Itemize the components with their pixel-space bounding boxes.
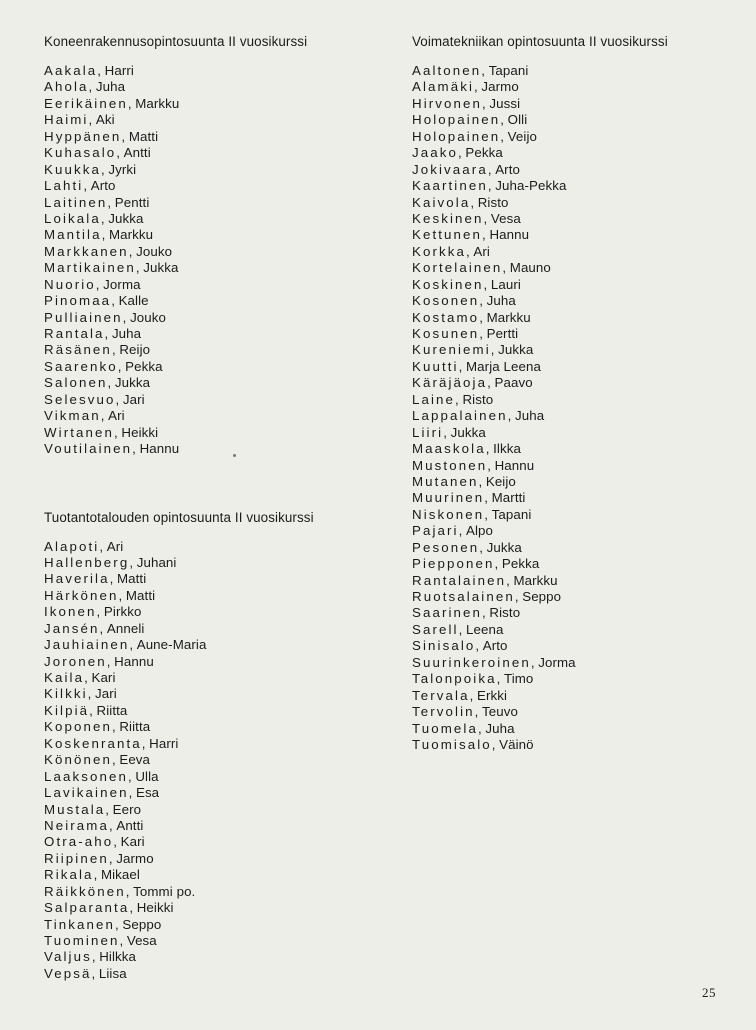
student-surname: Maaskola — [412, 441, 486, 457]
student-surname: Holopainen — [412, 112, 501, 128]
student-given-name: Markku — [135, 95, 180, 111]
student-given-name: Kari — [91, 670, 116, 685]
student-entry: Mutanen, Keijo — [412, 473, 516, 489]
student-given-name: Pekka — [501, 556, 540, 572]
student-surname: Räikkönen — [44, 883, 126, 899]
student-given-name: Kari — [120, 834, 145, 850]
student-surname: Martikainen — [44, 260, 136, 276]
student-entry: Mantila, Markku — [44, 227, 154, 243]
student-given-name: Marja Leena — [466, 358, 542, 374]
student-given-name: Jari — [95, 686, 117, 702]
student-surname: Vepsä — [44, 965, 92, 981]
student-surname: Kortelainen — [412, 260, 503, 276]
student-given-name: Pekka — [465, 145, 503, 161]
student-given-name: Timo — [503, 671, 534, 687]
student-given-name: Vesa — [490, 210, 521, 226]
student-surname: Pulliainen — [44, 309, 123, 325]
section-tuotantotalous — [44, 510, 374, 983]
student-surname: Aakala — [44, 63, 98, 78]
student-given-name: Jukka — [450, 424, 486, 440]
student-entry: Tuomisalo, Väinö — [412, 736, 534, 752]
student-entry: Jokivaara, Arto — [412, 161, 520, 177]
student-surname: Selesvuo — [44, 391, 116, 407]
student-entry: Pesonen, Jukka — [412, 539, 522, 555]
student-entry: Ahola, Juha — [44, 79, 126, 95]
student-given-name: Tapani — [491, 506, 532, 522]
student-surname: Hyppänen — [44, 128, 122, 144]
student-surname: Riipinen — [44, 850, 109, 866]
student-given-name: Jussi — [489, 95, 521, 111]
student-given-name: Antti — [116, 817, 144, 833]
student-given-name: Juha — [514, 408, 545, 424]
student-entry: Haimi, Aki — [44, 112, 115, 128]
student-entry: Niskonen, Tapani — [412, 506, 532, 522]
student-entry: Vepsä, Liisa — [44, 965, 127, 981]
student-surname: Pajari — [412, 523, 459, 539]
student-given-name: Lauri — [490, 276, 521, 292]
student-entry: Lavikainen, Esa — [44, 785, 160, 801]
student-entry: Holopainen, Olli — [412, 112, 528, 128]
student-given-name: Aki — [95, 112, 115, 128]
student-given-name: Hannu — [489, 227, 530, 243]
student-entry: Koskenranta, Harri — [44, 735, 179, 751]
student-given-name: Esa — [135, 785, 160, 801]
student-entry: Talonpoika, Timo — [412, 671, 534, 687]
student-surname: Salonen — [44, 375, 108, 391]
student-surname: Tervala — [412, 687, 470, 703]
student-entry: Rikala, Mikael — [44, 867, 140, 883]
student-entry: Rantalainen, Markku — [412, 572, 558, 588]
student-surname: Jansén — [44, 620, 100, 636]
student-surname: Hallenberg — [44, 554, 130, 570]
student-given-name: Arto — [482, 638, 508, 654]
student-given-name: Anneli — [106, 620, 145, 636]
student-surname: Jauhiainen — [44, 637, 130, 653]
student-given-name: Juha — [486, 293, 516, 309]
student-surname: Joronen — [44, 653, 107, 669]
student-surname: Mantila — [44, 227, 102, 243]
section-heading: Koneenrakennusopintosuunta II vuosikurssi — [44, 34, 308, 49]
student-entry: Keskinen, Vesa — [412, 210, 521, 226]
student-entry: Salonen, Jukka — [44, 375, 151, 391]
student-surname: Koskenranta — [44, 735, 142, 751]
student-given-name: Mikael — [100, 867, 140, 883]
student-entry: Hallenberg, Juhani — [44, 554, 177, 570]
student-given-name: Pekka — [125, 358, 163, 374]
student-surname: Pesonen — [412, 539, 480, 555]
student-given-name: Erkki — [476, 687, 508, 703]
student-given-name: Jari — [122, 391, 145, 407]
student-given-name: Mauno — [509, 260, 551, 276]
student-entry: Loikala, Jukka — [44, 210, 144, 226]
student-given-name: Juha-Pekka — [495, 178, 567, 194]
student-surname: Laine — [412, 391, 456, 407]
student-given-name: Paavo — [494, 375, 533, 391]
page-number: 25 — [702, 985, 716, 1000]
student-surname: Markkanen — [44, 243, 129, 259]
student-given-name: Veijo — [507, 128, 538, 144]
student-surname: Kuukka — [44, 161, 101, 177]
student-given-name: Ari — [106, 538, 124, 554]
student-given-name: Risto — [477, 194, 509, 210]
student-entry: Jauhiainen, Aune-Maria — [44, 637, 207, 653]
student-given-name: Ilkka — [493, 441, 521, 457]
student-entry: Kortelainen, Mauno — [412, 260, 551, 276]
student-given-name: Jyrki — [108, 161, 137, 177]
student-surname: Niskonen — [412, 506, 485, 522]
student-given-name: Jorma — [538, 654, 576, 670]
student-surname: Rikala — [44, 867, 94, 883]
student-given-name: Jukka — [114, 375, 151, 391]
student-entry: Neirama, Antti — [44, 817, 144, 833]
student-entry: Otra-aho, Kari — [44, 834, 145, 850]
student-entry: Kilkki, Jari — [44, 686, 117, 702]
student-entry: Jansén, Anneli — [44, 620, 145, 636]
student-surname: Ahola — [44, 79, 89, 95]
student-surname: Ruotsalainen — [412, 589, 515, 604]
student-entry: Aaltonen, Tapani — [412, 63, 529, 78]
student-surname: Tervolin — [412, 704, 475, 720]
student-surname: Otra-aho — [44, 834, 114, 850]
student-entry: Voutilainen, Hannu — [44, 441, 180, 457]
student-entry: Suurinkeroinen, Jorma — [412, 654, 576, 670]
student-given-name: Hannu — [114, 653, 154, 669]
student-surname: Loikala — [44, 210, 101, 226]
student-entry: Nuorio, Jorma — [44, 276, 141, 292]
student-given-name: Markku — [108, 227, 154, 243]
student-given-name: Hilkka — [99, 949, 137, 965]
student-given-name: Jukka — [108, 210, 144, 226]
student-given-name: Ulla — [135, 768, 159, 784]
student-surname: Käräjäoja — [412, 375, 488, 391]
student-given-name: Jarmo — [481, 79, 519, 95]
right-column — [412, 34, 742, 753]
student-surname: Kosonen — [412, 293, 480, 309]
student-surname: Suurinkeroinen — [412, 654, 531, 670]
student-surname: Koskinen — [412, 276, 484, 292]
student-entry: Koskinen, Lauri — [412, 276, 521, 292]
student-entry: Sinisalo, Arto — [412, 638, 508, 654]
student-entry: Tervala, Erkki — [412, 687, 508, 703]
student-given-name: Eero — [112, 801, 142, 817]
student-entry: Liiri, Jukka — [412, 424, 486, 440]
student-given-name: Aune-Maria — [136, 637, 207, 653]
student-entry: Kaivola, Risto — [412, 194, 509, 210]
student-entry: Sarell, Leena — [412, 621, 504, 637]
student-given-name: Eeva — [119, 752, 151, 768]
student-given-name: Teuvo — [482, 704, 518, 720]
student-entry: Koponen, Riitta — [44, 719, 151, 735]
student-entry: Räsänen, Reijo — [44, 342, 151, 358]
student-surname: Laitinen — [44, 194, 108, 210]
student-surname: Tuomela — [412, 720, 478, 736]
student-surname: Neirama — [44, 817, 109, 833]
student-surname: Holopainen — [412, 128, 501, 144]
student-entry: Mustonen, Hannu — [412, 457, 535, 473]
student-given-name: Antti — [123, 145, 151, 161]
student-given-name: Vesa — [126, 933, 157, 948]
student-given-name: Heikki — [136, 900, 174, 916]
student-given-name: Pirkko — [103, 604, 142, 620]
student-surname: Härkönen — [44, 587, 119, 603]
student-entry: Piepponen, Pekka — [412, 556, 540, 572]
student-entry: Jaako, Pekka — [412, 145, 503, 161]
section-heading: Voimatekniikan opintosuunta II vuosikurssi — [412, 34, 668, 49]
student-surname: Saarinen — [412, 605, 483, 621]
student-surname: Saarenko — [44, 358, 118, 374]
student-entry: Salparanta, Heikki — [44, 900, 174, 916]
student-entry: Pinomaa, Kalle — [44, 293, 149, 309]
student-given-name: Tapani — [488, 63, 529, 78]
print-speck — [233, 454, 236, 457]
student-surname: Nuorio — [44, 276, 96, 292]
student-surname: Kuutti — [412, 358, 459, 374]
student-surname: Kuhasalo — [44, 145, 117, 161]
student-surname: Pinomaa — [44, 293, 112, 309]
student-entry: Käräjäoja, Paavo — [412, 375, 533, 391]
student-entry: Selesvuo, Jari — [44, 391, 145, 407]
student-entry: Maaskola, Ilkka — [412, 441, 521, 457]
student-surname: Laaksonen — [44, 768, 128, 784]
student-entry: Laine, Risto — [412, 391, 494, 407]
student-given-name: Hannu — [139, 441, 180, 457]
student-entry: Kettunen, Hannu — [412, 227, 530, 243]
student-surname: Mustonen — [412, 457, 488, 473]
student-entry: Räikkönen, Tommi po. — [44, 883, 196, 899]
student-surname: Könönen — [44, 752, 112, 768]
student-given-name: Hannu — [494, 457, 535, 473]
student-surname: Mustala — [44, 801, 106, 817]
student-entry: Pulliainen, Jouko — [44, 309, 167, 325]
student-surname: Wirtanen — [44, 424, 115, 440]
student-given-name: Matti — [116, 571, 147, 587]
student-given-name: Riitta — [119, 719, 151, 735]
student-entry: Valjus, Hilkka — [44, 949, 137, 965]
student-surname: Sarell — [412, 621, 459, 637]
student-surname: Talonpoika — [412, 671, 497, 687]
student-entry: Aakala, Harri — [44, 63, 134, 78]
student-entry: Alamäki, Jarmo — [412, 79, 519, 95]
student-given-name: Pentti — [114, 194, 150, 210]
student-entry: Mustala, Eero — [44, 801, 142, 817]
student-list — [44, 63, 374, 458]
student-surname: Vikman — [44, 408, 101, 424]
student-entry: Tinkanen, Seppo — [44, 916, 162, 932]
student-surname: Jaako — [412, 145, 458, 161]
student-entry: Kuukka, Jyrki — [44, 161, 137, 177]
student-given-name: Seppo — [122, 916, 162, 932]
student-surname: Kureniemi — [412, 342, 491, 358]
student-surname: Rantala — [44, 326, 105, 341]
student-entry: Tuominen, Vesa — [44, 933, 157, 948]
student-given-name: Tommi po. — [133, 883, 196, 899]
student-surname: Korkka — [412, 243, 466, 259]
student-given-name: Liisa — [98, 965, 127, 981]
student-given-name: Leena — [466, 621, 504, 637]
student-entry: Eerikäinen, Markku — [44, 95, 180, 111]
student-given-name: Juha — [485, 720, 515, 736]
student-surname: Kettunen — [412, 227, 483, 243]
student-entry: Kureniemi, Jukka — [412, 342, 534, 358]
student-entry: Hirvonen, Jussi — [412, 95, 521, 111]
student-surname: Kaivola — [412, 194, 471, 210]
student-surname: Valjus — [44, 949, 92, 965]
student-surname: Haverila — [44, 571, 110, 587]
student-entry: Kostamo, Markku — [412, 309, 531, 325]
student-given-name: Jouko — [130, 309, 167, 325]
student-surname: Kaartinen — [412, 178, 488, 194]
student-entry: Könönen, Eeva — [44, 752, 151, 768]
student-entry: Kuhasalo, Antti — [44, 145, 151, 161]
student-given-name: Keijo — [485, 473, 516, 489]
student-entry: Kilpiä, Riitta — [44, 702, 128, 718]
student-entry: Laitinen, Pentti — [44, 194, 150, 210]
student-surname: Alapoti — [44, 538, 100, 554]
student-surname: Hirvonen — [412, 95, 483, 111]
student-given-name: Riitta — [96, 702, 128, 718]
student-entry: Tuomela, Juha — [412, 720, 515, 736]
student-entry: Korkka, Ari — [412, 243, 490, 259]
student-entry: Lahti, Arto — [44, 178, 116, 194]
student-surname: Rantalainen — [412, 572, 507, 588]
student-given-name: Arto — [90, 178, 116, 194]
student-given-name: Risto — [489, 605, 521, 621]
student-surname: Aaltonen — [412, 63, 482, 78]
student-given-name: Alpo — [466, 523, 494, 539]
student-entry: Tervolin, Teuvo — [412, 704, 518, 720]
student-surname: Tuomisalo — [412, 736, 492, 752]
student-surname: Sinisalo — [412, 638, 476, 654]
student-entry: Rantala, Juha — [44, 326, 142, 341]
student-given-name: Jorma — [103, 276, 141, 292]
student-entry: Markkanen, Jouko — [44, 243, 173, 259]
student-given-name: Risto — [462, 391, 494, 407]
student-entry: Ruotsalainen, Seppo — [412, 589, 562, 604]
student-given-name: Markku — [513, 572, 558, 588]
student-surname: Tuominen — [44, 933, 120, 948]
student-entry: Saarenko, Pekka — [44, 358, 163, 374]
student-entry: Wirtanen, Heikki — [44, 424, 159, 440]
student-entry: Haverila, Matti — [44, 571, 147, 587]
student-given-name: Martti — [491, 490, 526, 506]
student-surname: Kostamo — [412, 309, 480, 325]
student-given-name: Markku — [486, 309, 531, 325]
student-entry: Pajari, Alpo — [412, 523, 494, 539]
student-surname: Kilpiä — [44, 702, 90, 718]
student-given-name: Ari — [473, 243, 490, 259]
student-given-name: Harri — [104, 63, 134, 78]
student-surname: Räsänen — [44, 342, 112, 358]
student-given-name: Arto — [495, 161, 520, 177]
student-list — [44, 539, 374, 983]
student-entry: Lappalainen, Juha — [412, 408, 545, 424]
student-surname: Liiri — [412, 424, 444, 440]
student-entry: Kaartinen, Juha-Pekka — [412, 178, 567, 194]
student-surname: Koponen — [44, 719, 112, 735]
section-heading: Tuotantotalouden opintosuunta II vuosikurssi — [44, 509, 314, 525]
student-entry: Hyppänen, Matti — [44, 128, 159, 144]
student-entry: Martikainen, Jukka — [44, 260, 179, 276]
student-given-name: Seppo — [522, 589, 562, 604]
student-surname: Lavikainen — [44, 785, 129, 801]
student-given-name: Kalle — [118, 293, 149, 309]
student-entry: Muurinen, Martti — [412, 490, 526, 506]
student-entry: Ikonen, Pirkko — [44, 604, 142, 620]
student-surname: Salparanta — [44, 900, 130, 916]
student-given-name: Jukka — [486, 539, 522, 555]
student-given-name: Reijo — [119, 342, 151, 358]
student-given-name: Juha — [111, 326, 142, 341]
student-given-name: Pertti — [486, 326, 519, 341]
student-surname: Haimi — [44, 112, 89, 128]
student-entry: Kuutti, Marja Leena — [412, 358, 542, 374]
student-entry: Joronen, Hannu — [44, 653, 154, 669]
student-entry: Saarinen, Risto — [412, 605, 521, 621]
student-given-name: Juha — [95, 79, 126, 95]
student-given-name: Jouko — [136, 243, 173, 259]
student-surname: Mutanen — [412, 473, 479, 489]
student-surname: Muurinen — [412, 490, 485, 506]
student-entry: Kosunen, Pertti — [412, 326, 519, 341]
student-given-name: Heikki — [121, 424, 159, 440]
student-surname: Alamäki — [412, 79, 474, 95]
student-surname: Eerikäinen — [44, 95, 128, 111]
section-koneenrakennus — [44, 34, 374, 458]
student-entry: Laaksonen, Ulla — [44, 768, 159, 784]
student-list — [412, 63, 742, 753]
student-given-name: Jukka — [498, 342, 534, 358]
student-given-name: Ari — [108, 408, 125, 424]
student-given-name: Juhani — [136, 554, 177, 570]
student-given-name: Jarmo — [116, 850, 154, 866]
student-surname: Tinkanen — [44, 916, 116, 932]
student-surname: Keskinen — [412, 210, 484, 226]
student-entry: Alapoti, Ari — [44, 538, 124, 554]
student-entry: Riipinen, Jarmo — [44, 850, 154, 866]
student-given-name: Matti — [128, 128, 159, 144]
student-surname: Voutilainen — [44, 441, 133, 457]
left-column — [44, 34, 374, 982]
student-entry: Holopainen, Veijo — [412, 128, 538, 144]
student-given-name: Jukka — [143, 260, 179, 276]
student-surname: Piepponen — [412, 556, 495, 572]
student-entry: Härkönen, Matti — [44, 587, 156, 603]
student-given-name: Harri — [149, 735, 179, 751]
student-given-name: Matti — [125, 587, 156, 603]
student-surname: Kosunen — [412, 326, 480, 341]
student-surname: Ikonen — [44, 604, 97, 620]
student-given-name: Olli — [507, 112, 528, 128]
student-given-name: Väinö — [499, 736, 534, 752]
student-surname: Lappalainen — [412, 408, 508, 424]
student-entry: Kaila, Kari — [44, 670, 116, 685]
section-voimatekniikka — [412, 34, 742, 753]
student-surname: Kilkki — [44, 686, 88, 702]
student-surname: Kaila — [44, 670, 85, 685]
student-entry: Vikman, Ari — [44, 408, 125, 424]
student-entry: Kosonen, Juha — [412, 293, 516, 309]
student-surname: Jokivaara — [412, 161, 488, 177]
student-surname: Lahti — [44, 178, 84, 194]
